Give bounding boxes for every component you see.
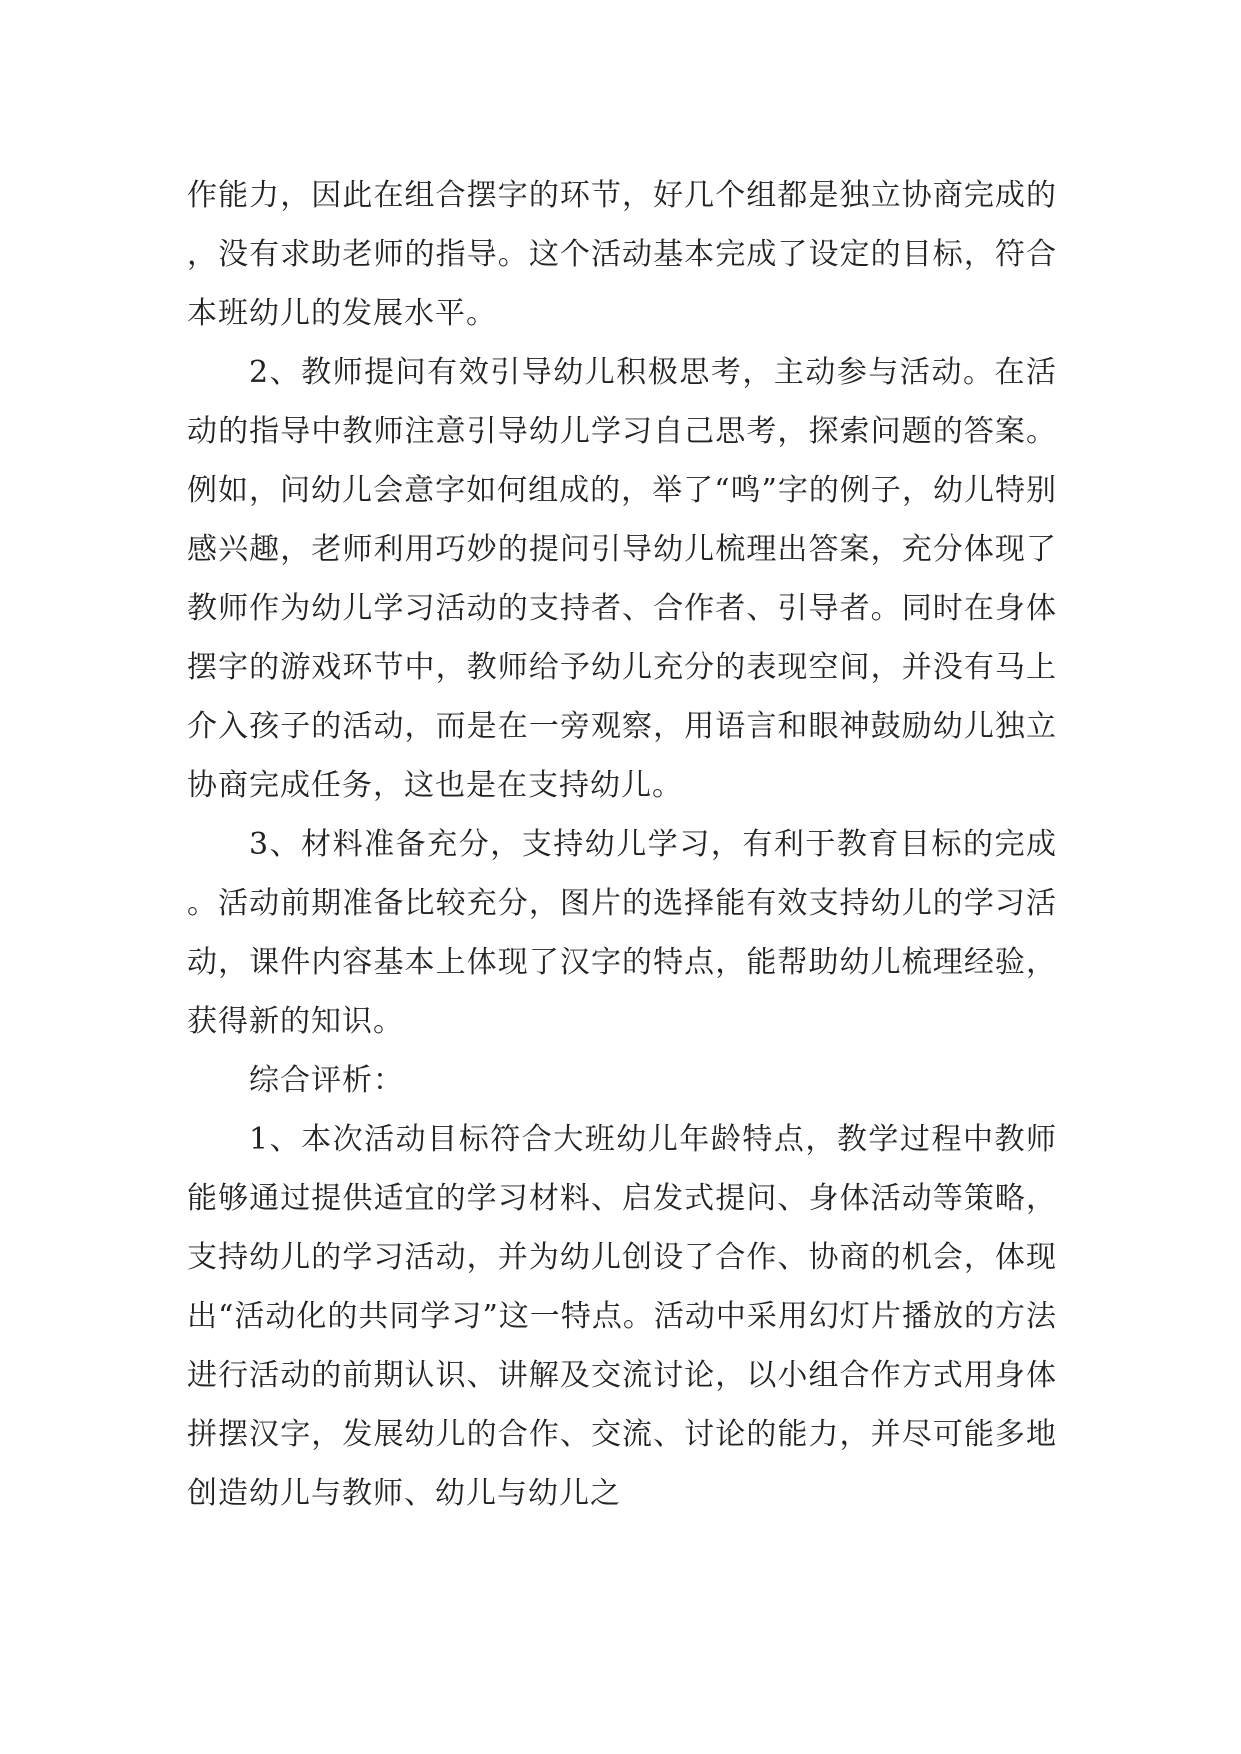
paragraph-continuation: 作能力，因此在组合摆字的环节，好几个组都是独立协商完成的，没有求助老师的指导。这个活动基本完成了设定的目标，符合本班幼儿的发展水平。 [187, 178, 1057, 331]
paragraph-summary-1: 1、本次活动目标符合大班幼儿年龄特点，教学过程中教师能够通过提供适宜的学习材料、启发式提问、身体活动等策略，支持幼儿的学习活动，并为幼儿创设了合作、协商的机会，体现出“活动化的共同学习”这一特点。活动中采用幻灯片播放的方法进行活动的前期认识、讲解及交流讨论，以小组合作方式用身体拼摆汉字，发展幼儿的合作、交流、讨论的能力，并尽可能多地创造幼儿与教师、幼儿与幼儿之 [187, 1122, 1057, 1511]
section-heading-summary: 综合评析： [249, 1063, 404, 1098]
paragraph-point-2: 2、教师提问有效引导幼儿积极思考，主动参与活动。在活动的指导中教师注意引导幼儿学习自己思考，探索问题的答案。例如，问幼儿会意字如何组成的，举了“鸣”字的例子，幼儿特别感兴趣，老师利用巧妙的提问引导幼儿梳理出答案，充分体现了教师作为幼儿学习活动的支持者、合作者、引导者。同时在身体摆字的游戏环节中，教师给予幼儿充分的表现空间，并没有马上介入孩子的活动，而是在一旁观察，用语言和眼神鼓励幼儿独立协商完成任务，这也是在支持幼儿。 [187, 355, 1057, 803]
body-text [187, 166, 1057, 1523]
paragraph-point-3: 3、材料准备充分，支持幼儿学习，有利于教育目标的完成。活动前期准备比较充分，图片的选择能有效支持幼儿的学习活动，课件内容基本上体现了汉字的特点，能帮助幼儿梳理经验，获得新的知识。 [187, 827, 1057, 1039]
